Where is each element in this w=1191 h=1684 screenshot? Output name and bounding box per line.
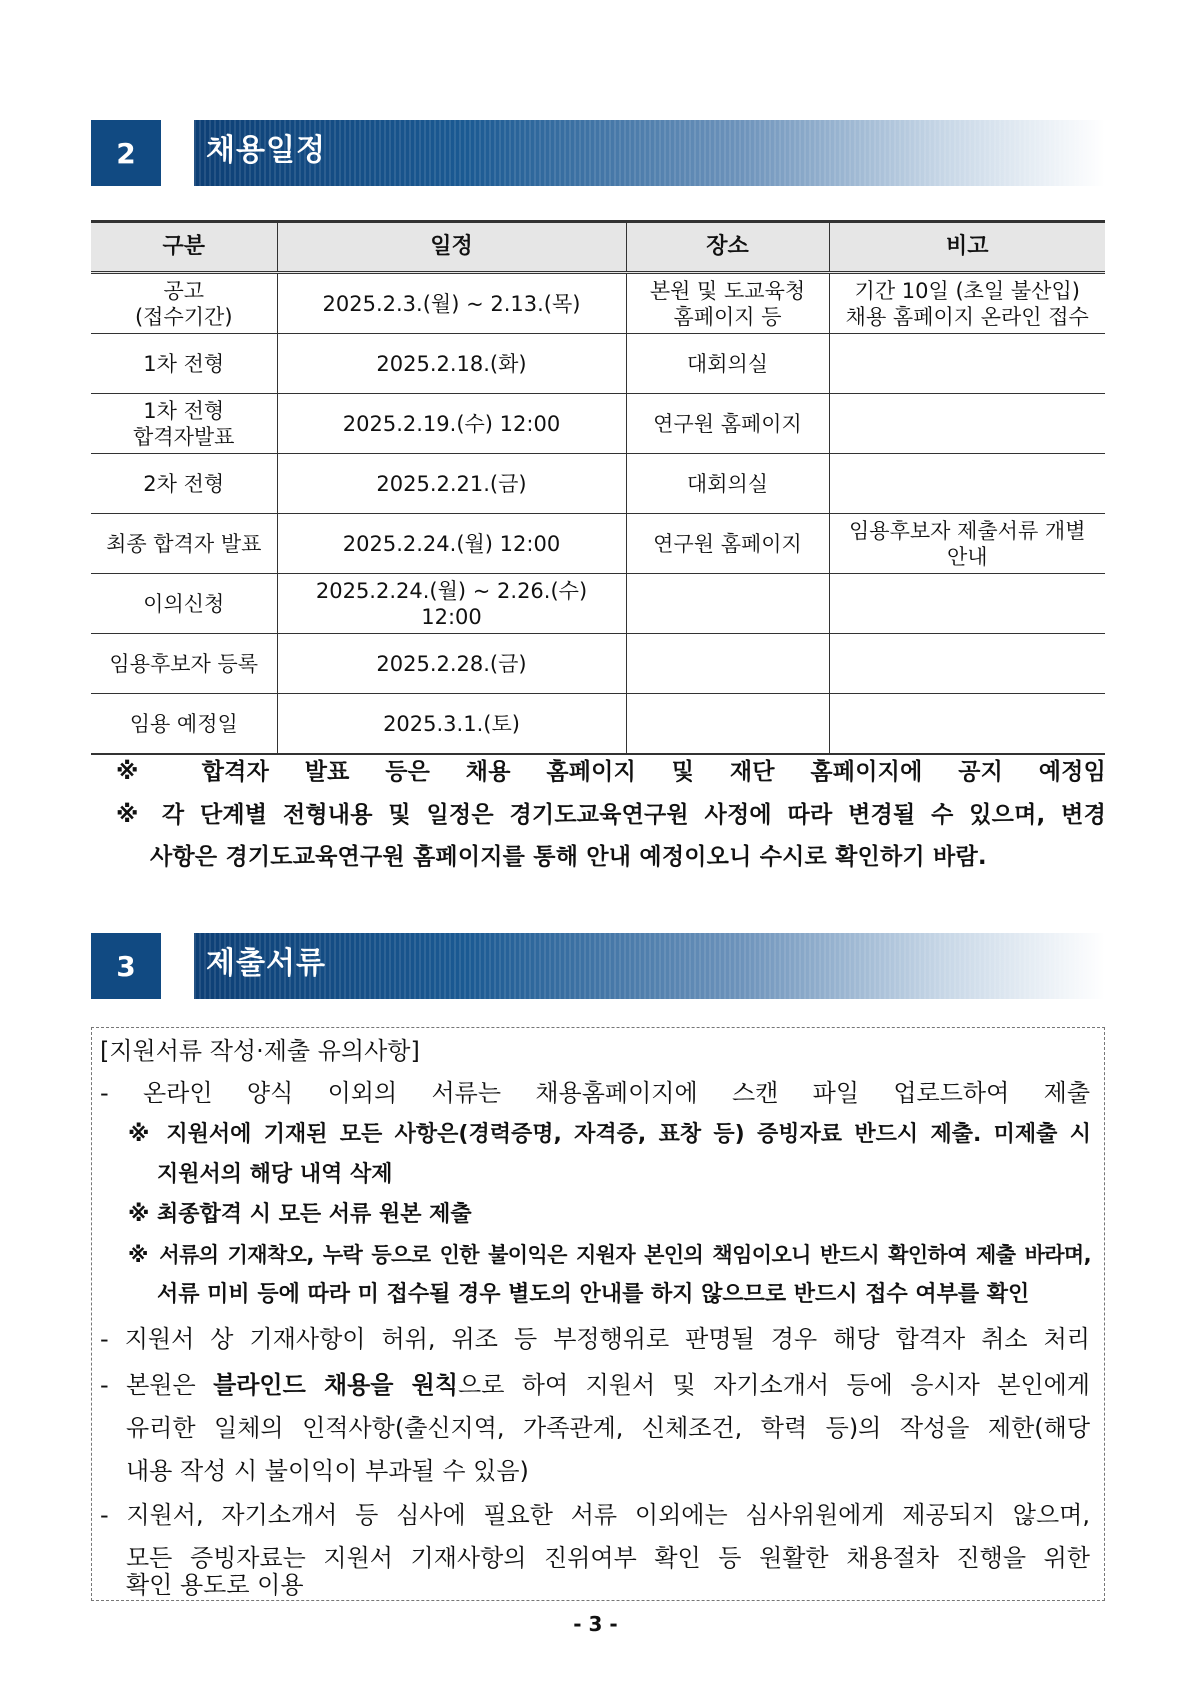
section-2-header bbox=[91, 120, 1105, 186]
cell-place bbox=[626, 634, 829, 694]
table-row bbox=[91, 574, 1105, 634]
cell-note: 임용후보자 제출서류 개별 안내 bbox=[829, 514, 1105, 574]
section-2-title: 채용일정 bbox=[206, 133, 326, 168]
table-row bbox=[91, 694, 1105, 755]
table-row bbox=[91, 273, 1105, 334]
notice-item-1: - 온라인 양식 이외의 서류는 채용홈페이지에 스캔 파일 업로드하여 제출 bbox=[100, 1079, 1090, 1107]
cell-schedule: 2025.2.19.(수) 12:00 bbox=[277, 394, 626, 454]
cell-note: 기간 10일 (초일 불산입) 채용 홈페이지 온라인 접수 bbox=[829, 273, 1105, 334]
cell-schedule: 2025.2.3.(월) ~ 2.13.(목) bbox=[277, 273, 626, 334]
cell-schedule: 2025.2.24.(월) 12:00 bbox=[277, 514, 626, 574]
cell-place: 대회의실 bbox=[626, 334, 829, 394]
notice-sub-3: ※ 서류의 기재착오, 누락 등으로 인한 불이익은 지원자 본인의 책임이오니 반드시 확인하여 제출 바라며, bbox=[128, 1243, 1091, 1267]
notice-item-3-pre: - 본원은 bbox=[100, 1371, 214, 1399]
blind-recruitment-emphasis: 블라인드 채용을 원칙 bbox=[213, 1371, 459, 1399]
cell-place: 연구원 홈페이지 bbox=[626, 394, 829, 454]
schedule-table-body bbox=[91, 273, 1105, 755]
cell-schedule: 2025.2.24.(월) ~ 2.26.(수) 12:00 bbox=[277, 574, 626, 634]
schedule-note-1: ※ 합격자 발표 등은 채용 홈페이지 및 재단 홈페이지에 공지 예정임 bbox=[116, 759, 1106, 785]
notice-item-2: - 지원서 상 기재사항이 허위, 위조 등 부정행위로 판명될 경우 해당 합격자 취소 처리 bbox=[100, 1325, 1090, 1353]
cell-place bbox=[626, 574, 829, 634]
section-3-header bbox=[91, 933, 1105, 999]
notice-sub-1: ※ 지원서에 기재된 모든 사항은(경력증명, 자격증, 표창 등) 증빙자료 반드시 제출. 미제출 시 bbox=[128, 1122, 1091, 1147]
cell-schedule: 2025.2.28.(금) bbox=[277, 634, 626, 694]
schedule-note-2: ※ 각 단계별 전형내용 및 일정은 경기도교육연구원 사정에 따라 변경될 수 있으며, 변경 bbox=[116, 802, 1106, 828]
notice-sub-3-cont: 서류 미비 등에 따라 미 접수될 경우 별도의 안내를 하지 않으므로 반드시 접수 여부를 확인 bbox=[157, 1282, 1030, 1307]
notice-item-3 bbox=[100, 1366, 1090, 1404]
notice-heading: [지원서류 작성·제출 유의사항] bbox=[100, 1037, 420, 1065]
page-number: - 3 - bbox=[573, 1612, 618, 1636]
cell-category: 1차 전형 합격자발표 bbox=[91, 394, 277, 454]
cell-category: 임용후보자 등록 bbox=[91, 634, 277, 694]
table-row bbox=[91, 334, 1105, 394]
cell-category: 2차 전형 bbox=[91, 454, 277, 514]
table-header-row bbox=[91, 222, 1105, 273]
section-3-title: 제출서류 bbox=[206, 946, 326, 981]
cell-category: 최종 합격자 발표 bbox=[91, 514, 277, 574]
cell-category: 이의신청 bbox=[91, 574, 277, 634]
header-place: 장소 bbox=[626, 222, 829, 273]
cell-category: 임용 예정일 bbox=[91, 694, 277, 755]
cell-place: 연구원 홈페이지 bbox=[626, 514, 829, 574]
cell-note bbox=[829, 574, 1105, 634]
cell-place bbox=[626, 694, 829, 755]
cell-schedule: 2025.2.18.(화) bbox=[277, 334, 626, 394]
cell-note bbox=[829, 334, 1105, 394]
cell-note bbox=[829, 694, 1105, 755]
section-3-number: 3 bbox=[91, 933, 161, 999]
header-note: 비고 bbox=[829, 222, 1105, 273]
notice-item-4-line2: 모든 증빙자료는 지원서 기재사항의 진위여부 확인 등 원활한 채용절차 진행을 위한 bbox=[126, 1544, 1090, 1572]
schedule-note-2-cont: 사항은 경기도교육연구원 홈페이지를 통해 안내 예정이오니 수시로 확인하기 바람. bbox=[150, 844, 987, 870]
section-2-number: 2 bbox=[91, 120, 161, 186]
cell-note bbox=[829, 454, 1105, 514]
table-row bbox=[91, 394, 1105, 454]
schedule-table bbox=[91, 220, 1105, 755]
notice-sub-2: ※ 최종합격 시 모든 서류 원본 제출 bbox=[128, 1202, 472, 1227]
cell-schedule: 2025.2.21.(금) bbox=[277, 454, 626, 514]
section-3-title-bar bbox=[194, 933, 1105, 999]
cell-category: 1차 전형 bbox=[91, 334, 277, 394]
table-row bbox=[91, 634, 1105, 694]
notice-item-3-line2: 유리한 일체의 인적사항(출신지역, 가족관계, 신체조건, 학력 등)의 작성을 제한(해당 bbox=[126, 1414, 1090, 1442]
notice-item-3-post: 으로 하여 지원서 및 자기소개서 등에 응시자 본인에게 bbox=[458, 1371, 1090, 1399]
section-2-title-bar bbox=[194, 120, 1105, 186]
table-row bbox=[91, 454, 1105, 514]
notice-item-3-line3: 내용 작성 시 불이익이 부과될 수 있음) bbox=[126, 1457, 529, 1485]
table-row bbox=[91, 514, 1105, 574]
cell-place: 본원 및 도교육청 홈페이지 등 bbox=[626, 273, 829, 334]
cell-schedule: 2025.3.1.(토) bbox=[277, 694, 626, 755]
cell-place: 대회의실 bbox=[626, 454, 829, 514]
documents-notice-box bbox=[91, 1027, 1105, 1601]
cell-note bbox=[829, 394, 1105, 454]
header-schedule: 일정 bbox=[277, 222, 626, 273]
cell-note bbox=[829, 634, 1105, 694]
notice-item-4: - 지원서, 자기소개서 등 심사에 필요한 서류 이외에는 심사위원에게 제공되지 않으며, bbox=[100, 1501, 1090, 1529]
notice-sub-1-cont: 지원서의 해당 내역 삭제 bbox=[157, 1162, 393, 1187]
notice-item-4-line3: 확인 용도로 이용 bbox=[126, 1571, 304, 1599]
header-category: 구분 bbox=[91, 222, 277, 273]
cell-category: 공고 (접수기간) bbox=[91, 273, 277, 334]
